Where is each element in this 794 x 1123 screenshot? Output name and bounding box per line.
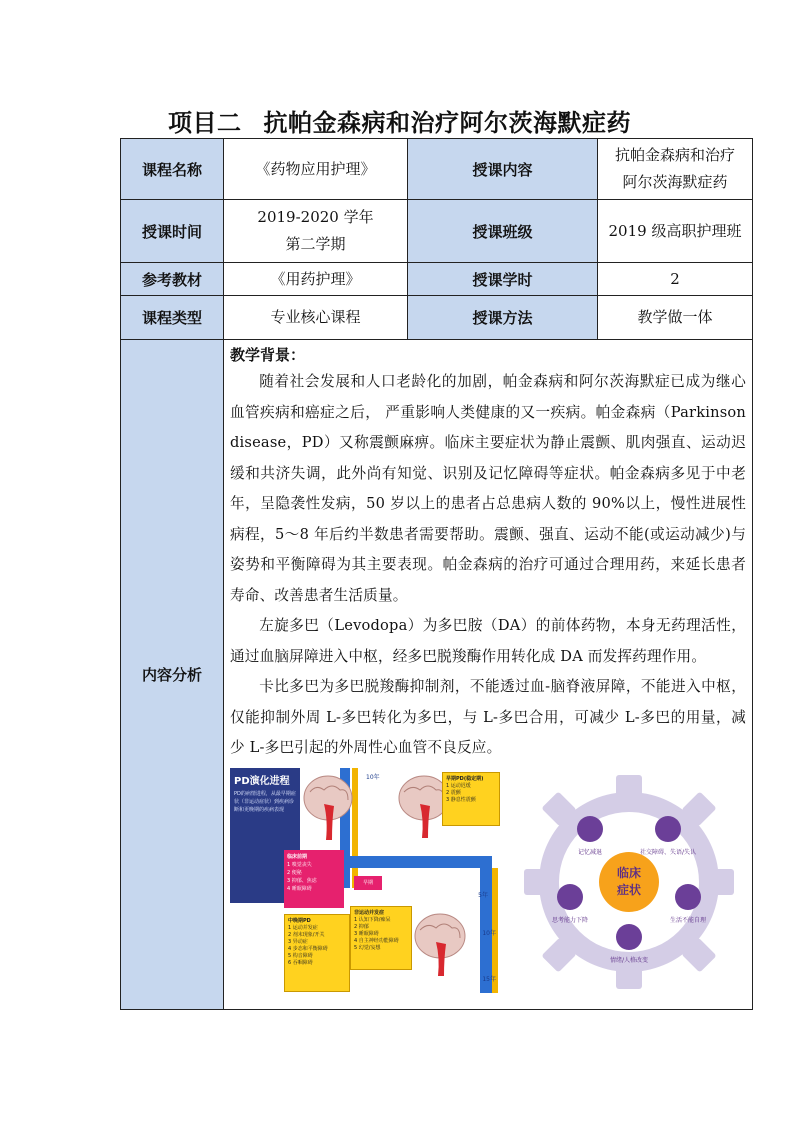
label-course-name: 课程名称 [121,139,224,200]
center-label-line1: 临床 [616,865,642,880]
nonmotor-item: 2 抑郁 [354,923,369,930]
nonmotor-box [350,906,412,970]
pd-progression-figure [230,768,502,993]
teaching-time-term: 第二学期 [285,235,346,253]
early-pd-item: 1 运动迟缓 [446,782,471,789]
shirt-icon [675,884,701,910]
mid-late-pd-item: 6 吞咽障碍 [288,959,313,966]
early-stage-tag: 早期 [354,876,382,890]
course-info-table [120,138,753,1010]
table-row [121,296,753,340]
nonmotor-item: 1 认知下降/痴呆 [354,916,391,923]
mid-late-pd-title: 中晚期PD [288,917,311,924]
value-teaching-method: 教学做一体 [598,296,753,340]
content-analysis-cell [224,340,753,1010]
head-icon [577,816,603,842]
value-teaching-time [224,200,408,263]
preclinical-item: 1 嗅觉丧失 [287,861,312,868]
symptom-label: 生活不能自理 [669,916,707,924]
table-row [121,200,753,263]
label-teaching-class: 授课班级 [408,200,598,263]
carbidopa-paragraph: 卡比多巴为多巴脱羧酶抑制剂，不能透过血-脑脊液屏障，不能进入中枢，仅能抑制外周 L-多巴转化为多巴，与 L-多巴合用，可减少 L-多巴的用量，减少 L-多巴引起的外周性心血管不良反应。 [230,678,746,756]
illustrations [230,768,746,993]
brain-icon [302,770,354,850]
preclinical-item: 3 抑郁、焦虑 [287,877,317,884]
early-pd-item: 3 静息性震颤 [446,796,476,803]
center-label-line2: 症状 [616,882,642,897]
nonmotor-item: 3 睡眠障碍 [354,930,379,937]
teaching-time-year: 2019-2020 学年 [257,208,374,226]
page-title [168,103,688,138]
mid-late-pd-item: 3 异动症 [288,938,308,945]
flow-lane [350,856,492,868]
speech-bubble-icon [655,816,681,842]
table-row [121,340,753,1010]
value-teaching-class: 2019 级高职护理班 [598,200,753,263]
early-pd-box [442,772,500,826]
brain-icon [557,884,583,910]
levodopa-paragraph: 左旋多巴（Levodopa）为多巴胺（DA）的前体药物，本身无药理活性，通过血脑屏障进入中枢，经多巴脱羧酶作用转化成 DA 而发挥药理作用。 [230,617,746,665]
center-badge [599,852,659,912]
teaching-background-heading: 教学背景： [230,346,306,364]
mid-late-pd-item: 2 剂末现象/开关 [288,931,325,938]
clinical-symptoms-figure [520,771,738,993]
mid-late-pd-item: 1 运动并发症 [288,924,318,931]
label-teaching-method: 授课方法 [408,296,598,340]
early-pd-item: 2 震颤 [446,789,461,796]
pd-intro-text: PD的病情进程，从最早期症状（非运动症状）到疾病诊断和更晚期的疾病表现 [234,790,296,813]
background-paragraph: 随着社会发展和人口老龄化的加剧，帕金森病和阿尔茨海默症已成为继心血管疾病和癌症之后， 严重影响人类健康的又一疾病。帕金森病（Parkinson disease，PD）又称震颤麻痹。临床主要症状为静止震颤、肌肉强直、运动迟缓和共济失调，此外尚有知觉、识别及记忆障碍等症状。帕金森病多见于中老年，呈隐袭性发病，50 岁以上的患者占总患病人数的 90%以上，慢性进展性病程，5～8 年后约半数患者需要帮助。震颤、强直、运动不能(或运动减少)与姿势和平衡障碍为其主要表现。帕金森病的治疗可通过合理用药，来延长患者寿命、改善患者生活质量。 [230,373,746,604]
title-topic: 抗帕金森病和治疗阿尔茨海默症药 [263,109,631,137]
value-teaching-content: 抗帕金森病和治疗阿尔茨海默症药 [598,139,753,200]
mid-late-pd-item: 5 构音障碍 [288,952,313,959]
nonmotor-item: 4 自主神经功能障碍 [354,937,399,944]
value-course-type: 专业核心课程 [224,296,408,340]
nonmotor-item: 5 幻觉/妄想 [354,944,381,951]
preclinical-box [284,850,344,908]
preclinical-item: 4 睡眠障碍 [287,885,312,892]
value-reference-textbook: 《用药护理》 [224,263,408,296]
face-icon [616,924,642,950]
year-label: 5年 [478,891,488,899]
symptom-label: 思考能力下降 [551,916,589,924]
label-class-hours: 授课学时 [408,263,598,296]
pd-figure-title: PD演化进程 [234,775,290,787]
title-project-number: 项目二 [168,109,242,137]
year-label: 15年 [482,975,496,983]
table-row [121,263,753,296]
label-teaching-content: 授课内容 [408,139,598,200]
brain-icon [412,910,468,982]
symptom-memory [577,816,603,856]
label-teaching-time: 授课时间 [121,200,224,263]
label-course-type: 课程类型 [121,296,224,340]
label-reference-textbook: 参考教材 [121,263,224,296]
table-row [121,139,753,200]
label-content-analysis: 内容分析 [121,340,224,1010]
preclinical-title: 临床前期 [287,853,308,860]
value-class-hours: 2 [598,263,753,296]
mid-late-pd-item: 4 步态和平衡障碍 [288,945,328,952]
year-label: 10年 [482,929,496,937]
preclinical-item: 2 便秘 [287,869,302,876]
value-course-name: 《药物应用护理》 [224,139,408,200]
symptom-label: 情绪/人格改变 [609,956,649,964]
year-label: 10年 [366,773,380,781]
early-pd-title: 早期PD(稳定期) [446,775,484,782]
mid-late-pd-box [284,914,350,992]
symptom-label: 社交障碍、失语/失认 [639,848,697,856]
flow-lane [480,856,492,993]
nonmotor-title: 非运动并发症 [354,909,385,916]
symptom-label: 记忆减退 [577,848,603,856]
